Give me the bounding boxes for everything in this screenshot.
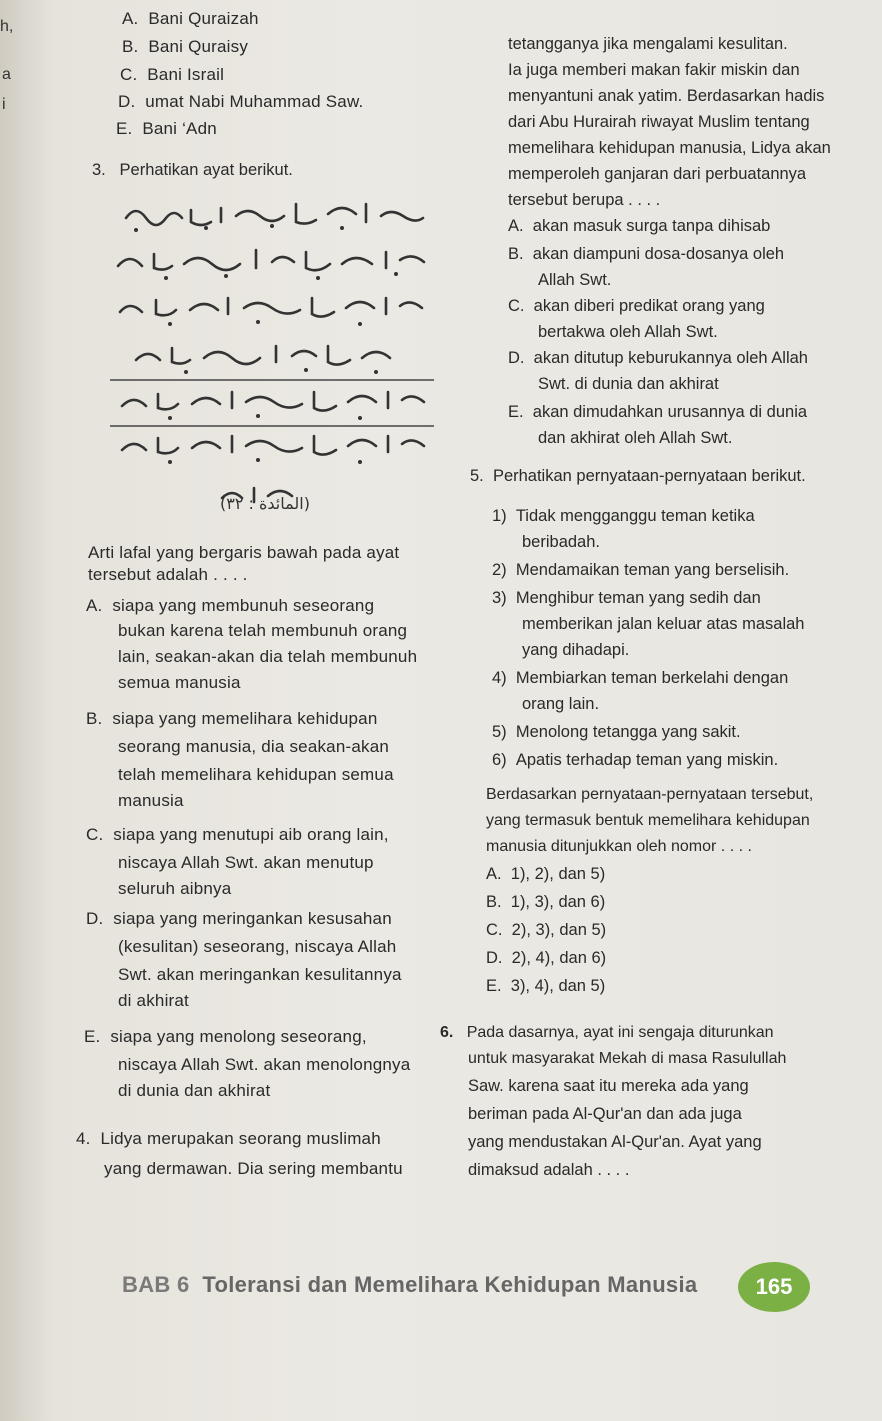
option-line: lain, seakan-akan dia telah membunuh: [118, 647, 418, 666]
option-line: Allah Swt.: [538, 271, 612, 289]
statement-5: 5) Menolong tetangga yang sakit.: [492, 723, 741, 741]
option-line: bertakwa oleh Allah Swt.: [538, 323, 718, 341]
option-b: B. akan diampuni dosa-dosanya oleh: [508, 245, 785, 263]
q5-question-line: yang termasuk bentuk memelihara kehidupan: [486, 812, 810, 829]
statement-line: orang lain.: [522, 695, 600, 713]
chapter-label: BAB 6: [122, 1272, 190, 1297]
option-line: di dunia dan akhirat: [118, 1081, 271, 1100]
option-c: C. akan diberi predikat orang yang: [508, 297, 765, 315]
option-c: C. siapa yang menutupi aib orang lain,: [86, 825, 389, 844]
q4-intro-line: yang dermawan. Dia sering membantu: [104, 1159, 403, 1178]
option-line: telah memelihara kehidupan semua: [118, 765, 394, 784]
q6-line: Saw. karena saat itu mereka ada yang: [468, 1077, 749, 1095]
q6-first-line: 6. Pada dasarnya, ayat ini sengaja diturunkan: [440, 1024, 774, 1041]
option-b: B. siapa yang memelihara kehidupan: [86, 709, 378, 728]
text-line: memperoleh ganjaran dari perbuatannya: [508, 165, 807, 183]
option-line: (kesulitan) seseorang, niscaya Allah: [118, 937, 397, 956]
q6-line: yang mendustakan Al-Qur'an. Ayat yang: [468, 1133, 762, 1151]
option-line: Swt. di dunia dan akhirat: [538, 375, 719, 393]
verse-reference: (المائدة : ٣٢): [220, 494, 310, 513]
option-d: D. akan ditutup keburukannya oleh Allah: [508, 349, 808, 367]
option-e: E. Bani ‘Adn: [116, 119, 217, 138]
edge-fragment: a: [2, 66, 11, 83]
statement-1: 1) Tidak mengganggu teman ketika: [492, 507, 755, 525]
option-c: C. Bani Israil: [120, 65, 225, 84]
q3-question-line: Arti lafal yang bergaris bawah pada ayat: [88, 543, 400, 562]
q6-line: dimaksud adalah . . . .: [468, 1161, 630, 1179]
option-line: semua manusia: [118, 673, 241, 692]
option-line: niscaya Allah Swt. akan menutup: [118, 853, 374, 872]
statement-line: memberikan jalan keluar atas masalah: [522, 615, 805, 633]
option-line: di akhirat: [118, 991, 189, 1010]
text-line: Ia juga memberi makan fakir miskin dan: [508, 61, 800, 79]
option-a: A. akan masuk surga tanpa dihisab: [508, 217, 771, 235]
q5-question-line: manusia ditunjukkan oleh nomor . . . .: [486, 838, 752, 855]
option-line: niscaya Allah Swt. akan menolongnya: [118, 1055, 411, 1074]
option-line: seorang manusia, dia seakan-akan: [118, 737, 390, 756]
option-b: B. Bani Quraisy: [122, 37, 249, 56]
option-d: D. siapa yang meringankan kesusahan: [86, 909, 392, 928]
option-c: C. 2), 3), dan 5): [486, 921, 607, 939]
option-d: D. 2), 4), dan 6): [486, 949, 607, 967]
q3-prompt: 3. Perhatikan ayat berikut.: [92, 161, 293, 179]
option-a: A. 1), 2), dan 5): [486, 865, 606, 883]
chapter-footer: [122, 1272, 697, 1298]
page-number-badge: 165: [738, 1262, 810, 1312]
option-a: A. Bani Quraizah: [122, 9, 259, 28]
text-line: dari Abu Hurairah riwayat Muslim tentang: [508, 113, 810, 131]
option-line: Swt. akan meringankan kesulitannya: [118, 965, 402, 984]
option-a: A. siapa yang membunuh seseorang: [86, 596, 375, 615]
q3-question-line: tersebut adalah . . . .: [88, 565, 248, 584]
q4-intro: 4. Lidya merupakan seorang muslimah: [76, 1129, 381, 1148]
option-line: bukan karena telah membunuh orang: [118, 621, 408, 640]
q5-prompt: 5. Perhatikan pernyataan-pernyataan berikut.: [470, 467, 806, 485]
q6-line: beriman pada Al-Qur'an dan ada juga: [468, 1105, 742, 1123]
edge-fragment: h,: [0, 18, 14, 35]
statement-2: 2) Mendamaikan teman yang berselisih.: [492, 561, 790, 579]
statement-3: 3) Menghibur teman yang sedih dan: [492, 589, 761, 607]
text-line: menyantuni anak yatim. Berdasarkan hadis: [508, 87, 825, 105]
statement-line: yang dihadapi.: [522, 641, 630, 659]
option-line: dan akhirat oleh Allah Swt.: [538, 429, 733, 447]
option-e: E. 3), 4), dan 5): [486, 977, 606, 995]
statement-6: 6) Apatis terhadap teman yang miskin.: [492, 751, 779, 769]
statement-4: 4) Membiarkan teman berkelahi dengan: [492, 669, 789, 687]
arabic-script-icon: [96, 190, 456, 530]
option-e: E. siapa yang menolong seseorang,: [84, 1027, 367, 1046]
q5-question-line: Berdasarkan pernyataan-pernyataan tersebut,: [486, 786, 814, 803]
option-d: D. umat Nabi Muhammad Saw.: [118, 92, 364, 111]
option-e: E. akan dimudahkan urusannya di dunia: [508, 403, 808, 421]
text-line: tersebut berupa . . . .: [508, 191, 661, 209]
chapter-title: Toleransi dan Memelihara Kehidupan Manusia: [202, 1272, 698, 1297]
q6-line: untuk masyarakat Mekah di masa Rasulullah: [468, 1050, 787, 1067]
edge-fragment: i: [2, 96, 6, 113]
option-line: seluruh aibnya: [118, 879, 232, 898]
option-b: B. 1), 3), dan 6): [486, 893, 606, 911]
option-line: manusia: [118, 791, 184, 810]
text-line: tetangganya jika mengalami kesulitan.: [508, 35, 788, 53]
statement-line: beribadah.: [522, 533, 600, 551]
text-line: memelihara kehidupan manusia, Lidya akan: [508, 139, 831, 157]
